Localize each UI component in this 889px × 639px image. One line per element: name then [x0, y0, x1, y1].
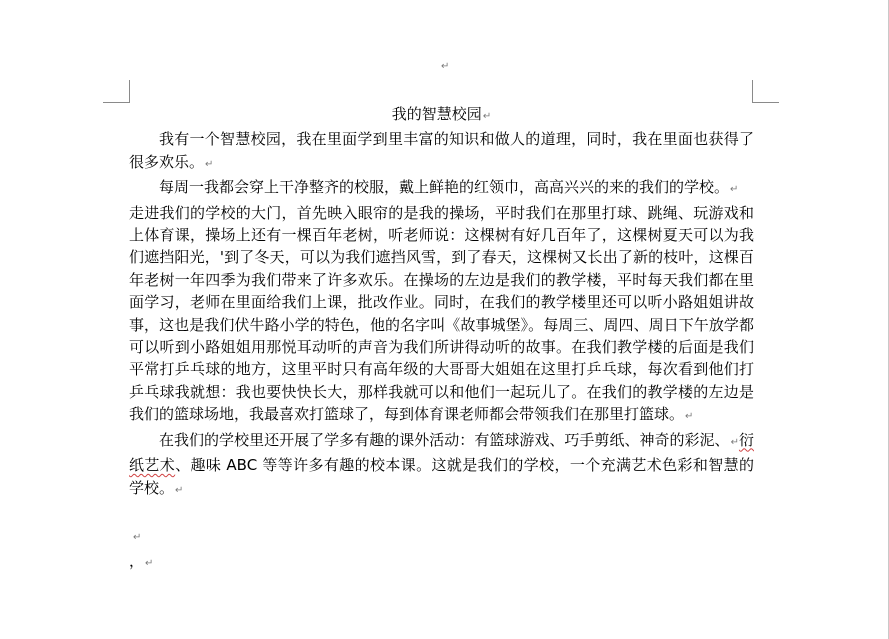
paragraph-mark-icon: ↵: [133, 532, 142, 543]
paragraph-text: 我有一个智慧校园，我在里面学到里丰富的知识和做人的道理，同时，我在里面也获得了很多欢乐。: [129, 130, 754, 171]
paragraph-text: 、趣味 ABC 等等许多有趣的校本课。这就是我们的学校，一个充满艺术色彩和智慧的学校。: [129, 456, 754, 497]
paragraph-mark-icon: ↵: [145, 558, 154, 569]
paragraph-mark-icon: ↵: [730, 184, 739, 196]
margin-corner-top-right: [752, 80, 779, 103]
paragraph-text: 走进我们的学校的大门，首先映入眼帘的是我的操场，平时我们在那里打球、跳绳、玩游戏和上体育课，操场上还有一棵百年老树，听老师说：这棵树有好几百年了，这棵树夏天可以为我们遮挡阳光，'到了冬天，可以为我们遮挡风雪，到了春天，这棵树又长出了新的枝叶，这棵百年老树一年四季为我们带来了许多欢乐。在操场的左边是我们的教学楼，平时每天我们都在里面学习，老师在里面给我们上课，批改作业。同时，在我们的教学楼里还可以听小路姐姐讲故事，这也是我们伏牛路小学的特色，他的名字叫《故事城堡》。每周三、周四、周日下午放学都可以听到小路姐姐用那悦耳动听的声音为我们所讲得动听的故事。在我们教学楼的后面是我们平常打乒乓球的地方，这里平时只有高年级的大哥哥大姐姐在这里打乒乓球，每次看到他们打乒乓球我就想：我也要快快长大，那样我就可以和他们一起玩儿了。在我们的教学楼的左边是我们的篮球场地，我最喜欢打篮球了，每到体育课老师都会带领我们在那里打篮球。: [129, 203, 754, 424]
paragraph-text: 在我们的学校里还开展了学多有趣的课外活动：有篮球游戏、巧手剪纸、神奇的彩泥、: [159, 430, 730, 449]
paragraph-3: [129, 202, 754, 429]
paragraph-mark-icon: ↵: [205, 158, 214, 170]
paragraph-1: [129, 128, 754, 176]
document-body[interactable]: [129, 103, 754, 502]
empty-paragraph: [132, 526, 141, 544]
paragraph-mark-icon: ↵: [441, 61, 450, 72]
paragraph-mark-icon: ↵: [482, 111, 492, 122]
margin-corner-top-left: [103, 80, 130, 103]
spellcheck-flagged-word[interactable]: 衍纸艺术: [129, 430, 754, 475]
document-title: [129, 103, 754, 128]
paragraph-mark-icon: ↵: [175, 484, 184, 496]
paragraph-4: [129, 429, 754, 502]
title-text: 我的智慧校园: [391, 105, 482, 123]
paragraph-mark-icon: ↵: [685, 411, 694, 423]
trailing-paragraph: [129, 550, 153, 571]
trailing-comma: ，: [129, 552, 145, 570]
paragraph-2: [129, 176, 754, 201]
paragraph-mark-icon: ↵: [730, 436, 739, 448]
paragraph-text: 每周一我都会穿上干净整齐的校服，戴上鲜艳的红领巾，高高兴兴的来的我们的学校。: [159, 178, 730, 197]
